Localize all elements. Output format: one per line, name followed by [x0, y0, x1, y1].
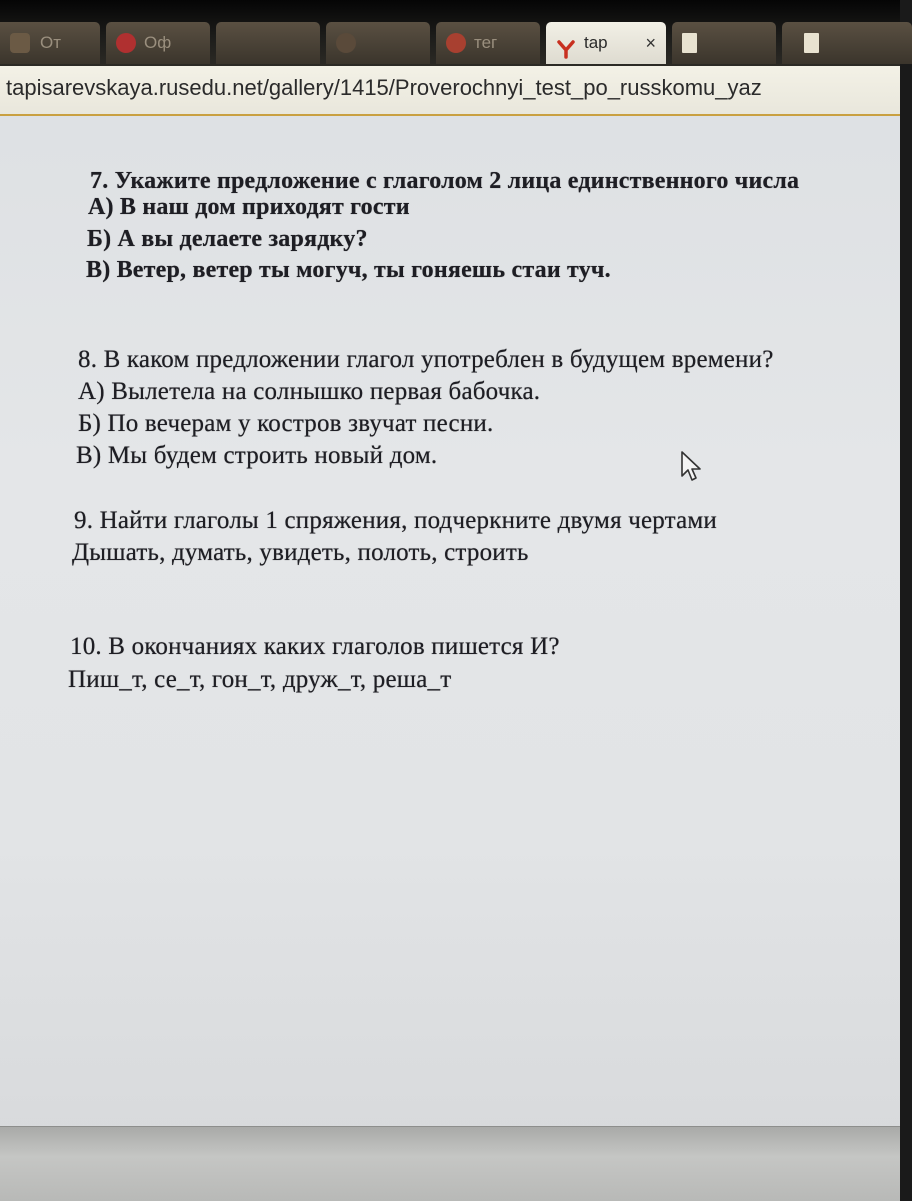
site-favicon-icon: [446, 33, 466, 53]
mouse-pointer-icon: [680, 450, 706, 484]
tab-active[interactable]: [546, 22, 666, 64]
address-bar[interactable]: [0, 66, 900, 116]
word-list: Дышать, думать, увидеть, полоть, строить: [72, 539, 529, 566]
site-favicon-icon: [10, 33, 30, 53]
opera-icon: [116, 33, 136, 53]
answer-option: В) Мы будем строить новый дом.: [76, 442, 438, 469]
document-icon: [682, 33, 697, 53]
answer-option: Б) А вы делаете зарядку?: [87, 226, 368, 252]
tab-label: tap: [584, 33, 608, 52]
answer-option: Б) По вечерам у костров звучат песни.: [78, 410, 494, 437]
tab-bar: [0, 0, 900, 66]
monitor-bezel: [0, 1126, 900, 1201]
document-icon: [804, 33, 819, 53]
tab-label: От: [40, 33, 62, 52]
close-tab-icon[interactable]: ×: [645, 33, 656, 53]
tab-7[interactable]: [782, 22, 912, 64]
answer-option: А) Вылетела на солнышко первая бабочка.: [78, 378, 541, 405]
tab-1[interactable]: [0, 22, 100, 64]
tab-label: тег: [474, 33, 498, 52]
tab-label: Оф: [144, 33, 172, 52]
document-page: [0, 116, 900, 1126]
tab-3[interactable]: [216, 22, 320, 64]
question-text: 7. Укажите предложение с глаголом 2 лица единственного числа: [90, 168, 800, 194]
tab-2[interactable]: [106, 22, 210, 64]
question-text: 8. В каком предложении глагол употреблен в будущем времени?: [78, 346, 774, 373]
word-list: Пиш_т, се_т, гон_т, друж_т, реша_т: [68, 666, 452, 693]
tab-4[interactable]: [326, 22, 430, 64]
answer-option: А) В наш дом приходят гости: [88, 194, 410, 220]
url-text[interactable]: tapisarevskaya.rusedu.net/gallery/1415/Proverochnyi_test_po_russkomu_yaz: [6, 75, 762, 100]
site-favicon-icon: [336, 33, 356, 53]
yandex-icon: [556, 33, 576, 53]
tab-5[interactable]: [436, 22, 540, 64]
question-text: 10. В окончаниях каких глаголов пишется И?: [70, 633, 560, 660]
tab-6[interactable]: [672, 22, 776, 64]
answer-option: В) Ветер, ветер ты могуч, ты гоняешь стаи туч.: [86, 257, 611, 283]
question-text: 9. Найти глаголы 1 спряжения, подчеркните двумя чертами: [74, 507, 717, 534]
